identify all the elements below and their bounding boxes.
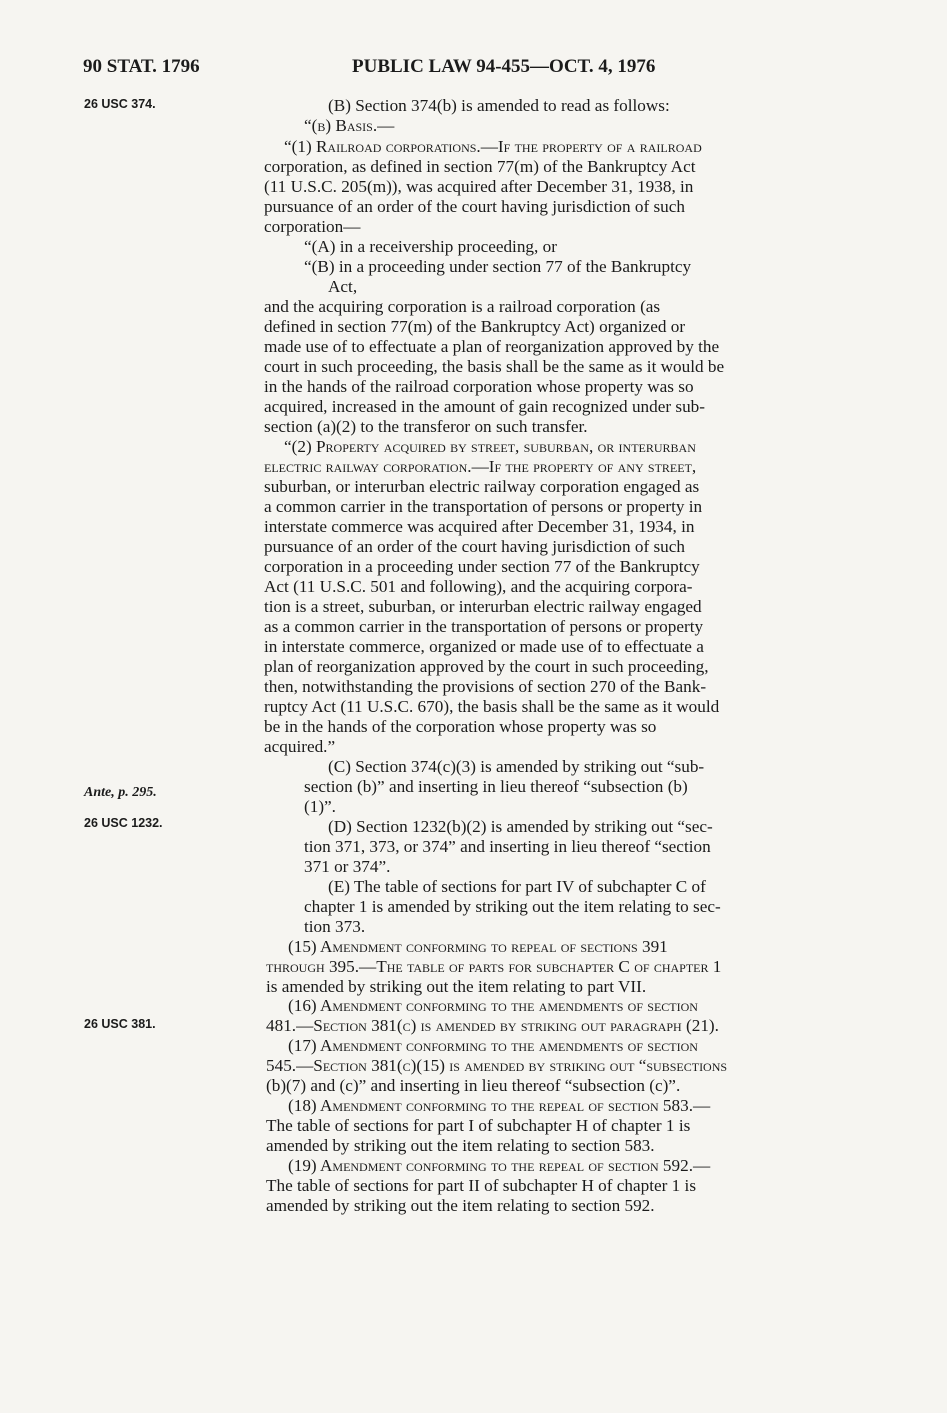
margin-note-26usc374: 26 USC 374. bbox=[84, 97, 156, 111]
text-line: “(b) Basis.— bbox=[304, 116, 395, 135]
text-line: amended by striking out the item relating to section 592. bbox=[266, 1196, 655, 1215]
text-line: defined in section 77(m) of the Bankruptcy Act) organized or bbox=[264, 317, 686, 336]
text-line: (C) Section 374(c)(3) is amended by striking out “sub- bbox=[328, 757, 705, 776]
text-line: is amended by striking out the item relating to part VII. bbox=[266, 977, 647, 996]
page-reference: 90 STAT. 1796 bbox=[83, 56, 200, 77]
text-line: “(2) Property acquired by street, suburban, or interurban bbox=[284, 437, 696, 456]
text-line: corporation, as defined in section 77(m) of the Bankruptcy Act bbox=[264, 157, 696, 176]
text-line: 481.—Section 381(c) is amended by striking out paragraph (21). bbox=[266, 1016, 719, 1035]
text-line: corporation in a proceeding under section 77 of the Bankruptcy bbox=[264, 557, 700, 576]
text-line: 545.—Section 381(c)(15) is amended by striking out “subsections bbox=[266, 1056, 728, 1075]
text-line: acquired.” bbox=[264, 737, 336, 756]
text-line: court in such proceeding, the basis shall be the same as it would be bbox=[264, 357, 725, 376]
text-line: The table of sections for part II of subchapter H of chapter 1 is bbox=[266, 1176, 697, 1195]
text-line: “(A) in a receivership proceeding, or bbox=[304, 237, 557, 256]
text-line: and the acquiring corporation is a railroad corporation (as bbox=[264, 297, 661, 316]
text-line: 371 or 374”. bbox=[304, 857, 391, 876]
text-line: interstate commerce was acquired after December 31, 1934, in bbox=[264, 517, 695, 536]
text-line: as a common carrier in the transportation of persons or property bbox=[264, 617, 704, 636]
page-title: PUBLIC LAW 94-455—OCT. 4, 1976 bbox=[352, 56, 656, 77]
text-line: be in the hands of the corporation whose property was so bbox=[264, 717, 657, 736]
text-line: (B) Section 374(b) is amended to read as follows: bbox=[328, 96, 670, 115]
text-line: (D) Section 1232(b)(2) is amended by striking out “sec- bbox=[328, 817, 713, 836]
text-line: (19) Amendment conforming to the repeal of section 592.— bbox=[288, 1156, 711, 1175]
text-line: electric railway corporation.—If the property of any street, bbox=[264, 457, 697, 476]
text-line: (E) The table of sections for part IV of subchapter C of bbox=[328, 877, 706, 896]
text-line: Act (11 U.S.C. 501 and following), and the acquiring corpora- bbox=[264, 577, 693, 596]
text-line: then, notwithstanding the provisions of section 270 of the Bank- bbox=[264, 677, 707, 696]
text-line: section (b)” and inserting in lieu thereof “subsection (b) bbox=[304, 777, 688, 796]
text-line: (17) Amendment conforming to the amendments of section bbox=[288, 1036, 698, 1055]
text-line: (b)(7) and (c)” and inserting in lieu thereof “subsection (c)”. bbox=[266, 1076, 681, 1095]
text-line: amended by striking out the item relating to section 583. bbox=[266, 1136, 655, 1155]
text-line: (15) Amendment conforming to repeal of sections 391 bbox=[288, 937, 668, 956]
text-line: (16) Amendment conforming to the amendments of section bbox=[288, 996, 698, 1015]
text-line: Act, bbox=[328, 277, 358, 296]
text-line: (18) Amendment conforming to the repeal of section 583.— bbox=[288, 1096, 711, 1115]
text-line: in the hands of the railroad corporation whose property was so bbox=[264, 377, 694, 396]
text-line: a common carrier in the transportation of persons or property in bbox=[264, 497, 703, 516]
margin-note-26usc1232: 26 USC 1232. bbox=[84, 816, 163, 830]
text-line: corporation— bbox=[264, 217, 361, 236]
text-line: made use of to effectuate a plan of reorganization approved by the bbox=[264, 337, 720, 356]
text-line: “(1) Railroad corporations.—If the property of a railroad bbox=[284, 137, 702, 156]
margin-note-26usc381: 26 USC 381. bbox=[84, 1017, 156, 1031]
text-line: plan of reorganization approved by the court in such proceeding, bbox=[264, 657, 709, 676]
text-line: tion 371, 373, or 374” and inserting in lieu thereof “section bbox=[304, 837, 711, 856]
text-line: tion is a street, suburban, or interurban electric railway engaged bbox=[264, 597, 702, 616]
text-line: pursuance of an order of the court having jurisdiction of such bbox=[264, 197, 685, 216]
text-line: tion 373. bbox=[304, 917, 366, 936]
text-line: pursuance of an order of the court having jurisdiction of such bbox=[264, 537, 685, 556]
text-line: “(B) in a proceeding under section 77 of the Bankruptcy bbox=[304, 257, 692, 276]
text-line: chapter 1 is amended by striking out the item relating to sec- bbox=[304, 897, 721, 916]
text-line: (11 U.S.C. 205(m)), was acquired after December 31, 1938, in bbox=[264, 177, 694, 196]
text-line: in interstate commerce, organized or made use of to effectuate a bbox=[264, 637, 704, 656]
text-line: through 395.—The table of parts for subchapter C of chapter 1 bbox=[266, 957, 722, 976]
margin-note-ante: Ante, p. 295. bbox=[84, 785, 157, 800]
text-line: ruptcy Act (11 U.S.C. 670), the basis shall be the same as it would bbox=[264, 697, 720, 716]
text-line: section (a)(2) to the transferor on such transfer. bbox=[264, 417, 588, 436]
text-line: suburban, or interurban electric railway corporation engaged as bbox=[264, 477, 700, 496]
text-line: (1)”. bbox=[304, 797, 336, 816]
text-line: The table of sections for part I of subchapter H of chapter 1 is bbox=[266, 1116, 691, 1135]
text-line: acquired, increased in the amount of gain recognized under sub- bbox=[264, 397, 705, 416]
